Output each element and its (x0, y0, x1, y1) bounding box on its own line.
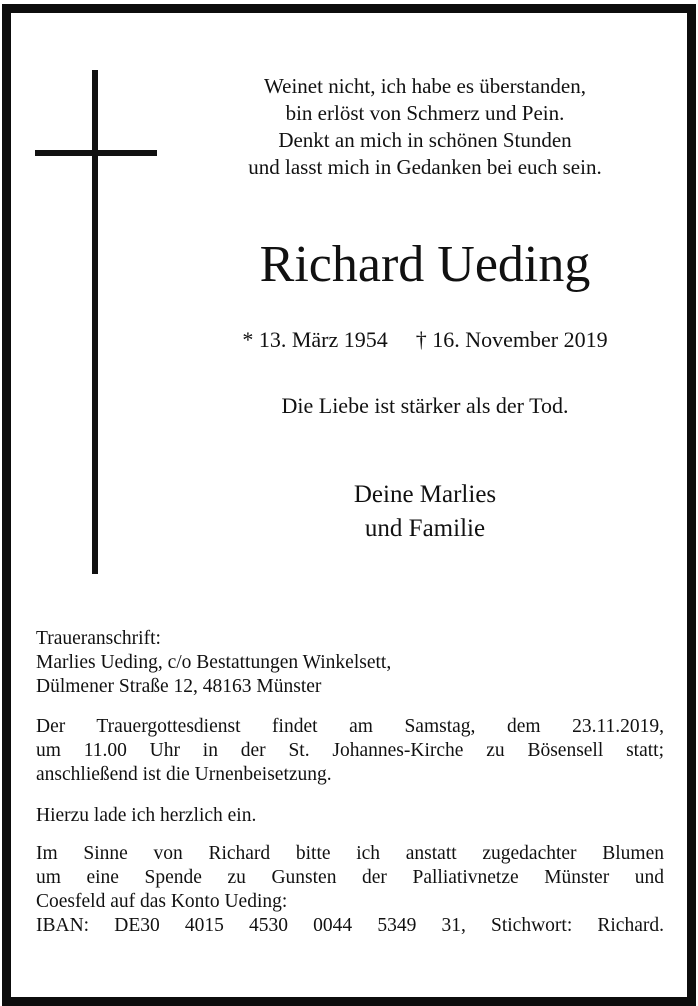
invitation-line: Hierzu lade ich herzlich ein. (36, 805, 257, 826)
deceased-name: Richard Ueding (259, 236, 591, 293)
address-line: Marlies Ueding, c/o Bestattungen Winkelsett, (36, 652, 392, 673)
birth-date: * 13. März 1954 (242, 327, 388, 352)
cross-icon-horizontal-beam (35, 150, 157, 156)
family-line: und Familie (364, 515, 486, 542)
poem-line: Denkt an mich in schönen Stunden (278, 128, 572, 152)
donation-line: um eine Spende zu Gunsten der Palliativnetze Münster und (36, 867, 664, 888)
cross-icon-vertical-beam (92, 70, 98, 574)
service-line: um 11.00 Uhr in der St. Johannes-Kirche zu Bösensell statt; (36, 740, 664, 761)
service-line: Der Trauergottesdienst findet am Samstag, dem 23.11.2019, (36, 716, 664, 737)
family-line: Deine Marlies (353, 481, 497, 508)
life-dates (170, 326, 680, 354)
donation-request (36, 842, 664, 938)
service-line: anschließend ist die Urnenbeisetzung. (36, 764, 332, 785)
motto: Die Liebe ist stärker als der Tod. (281, 393, 569, 418)
poem-line: Weinet nicht, ich habe es überstanden, (264, 74, 586, 98)
donation-line: Im Sinne von Richard bitte ich anstatt zugedachter Blumen (36, 843, 664, 864)
invitation (36, 804, 664, 828)
iban-line: IBAN: DE30 4015 4530 0044 5349 31, Stichwort: Richard. (36, 915, 664, 936)
family-signature (170, 478, 680, 546)
donation-line: Coesfeld auf das Konto Ueding: (36, 891, 288, 912)
death-date: † 16. November 2019 (415, 327, 608, 352)
poem (170, 73, 680, 181)
poem-line: und lasst mich in Gedanken bei euch sein. (248, 155, 602, 179)
address-line: Traueranschrift: (36, 628, 161, 649)
mourning-address (36, 627, 664, 699)
funeral-service-info (36, 715, 664, 787)
poem-line: bin erlöst von Schmerz und Pein. (285, 101, 565, 125)
address-line: Dülmener Straße 12, 48163 Münster (36, 676, 322, 697)
